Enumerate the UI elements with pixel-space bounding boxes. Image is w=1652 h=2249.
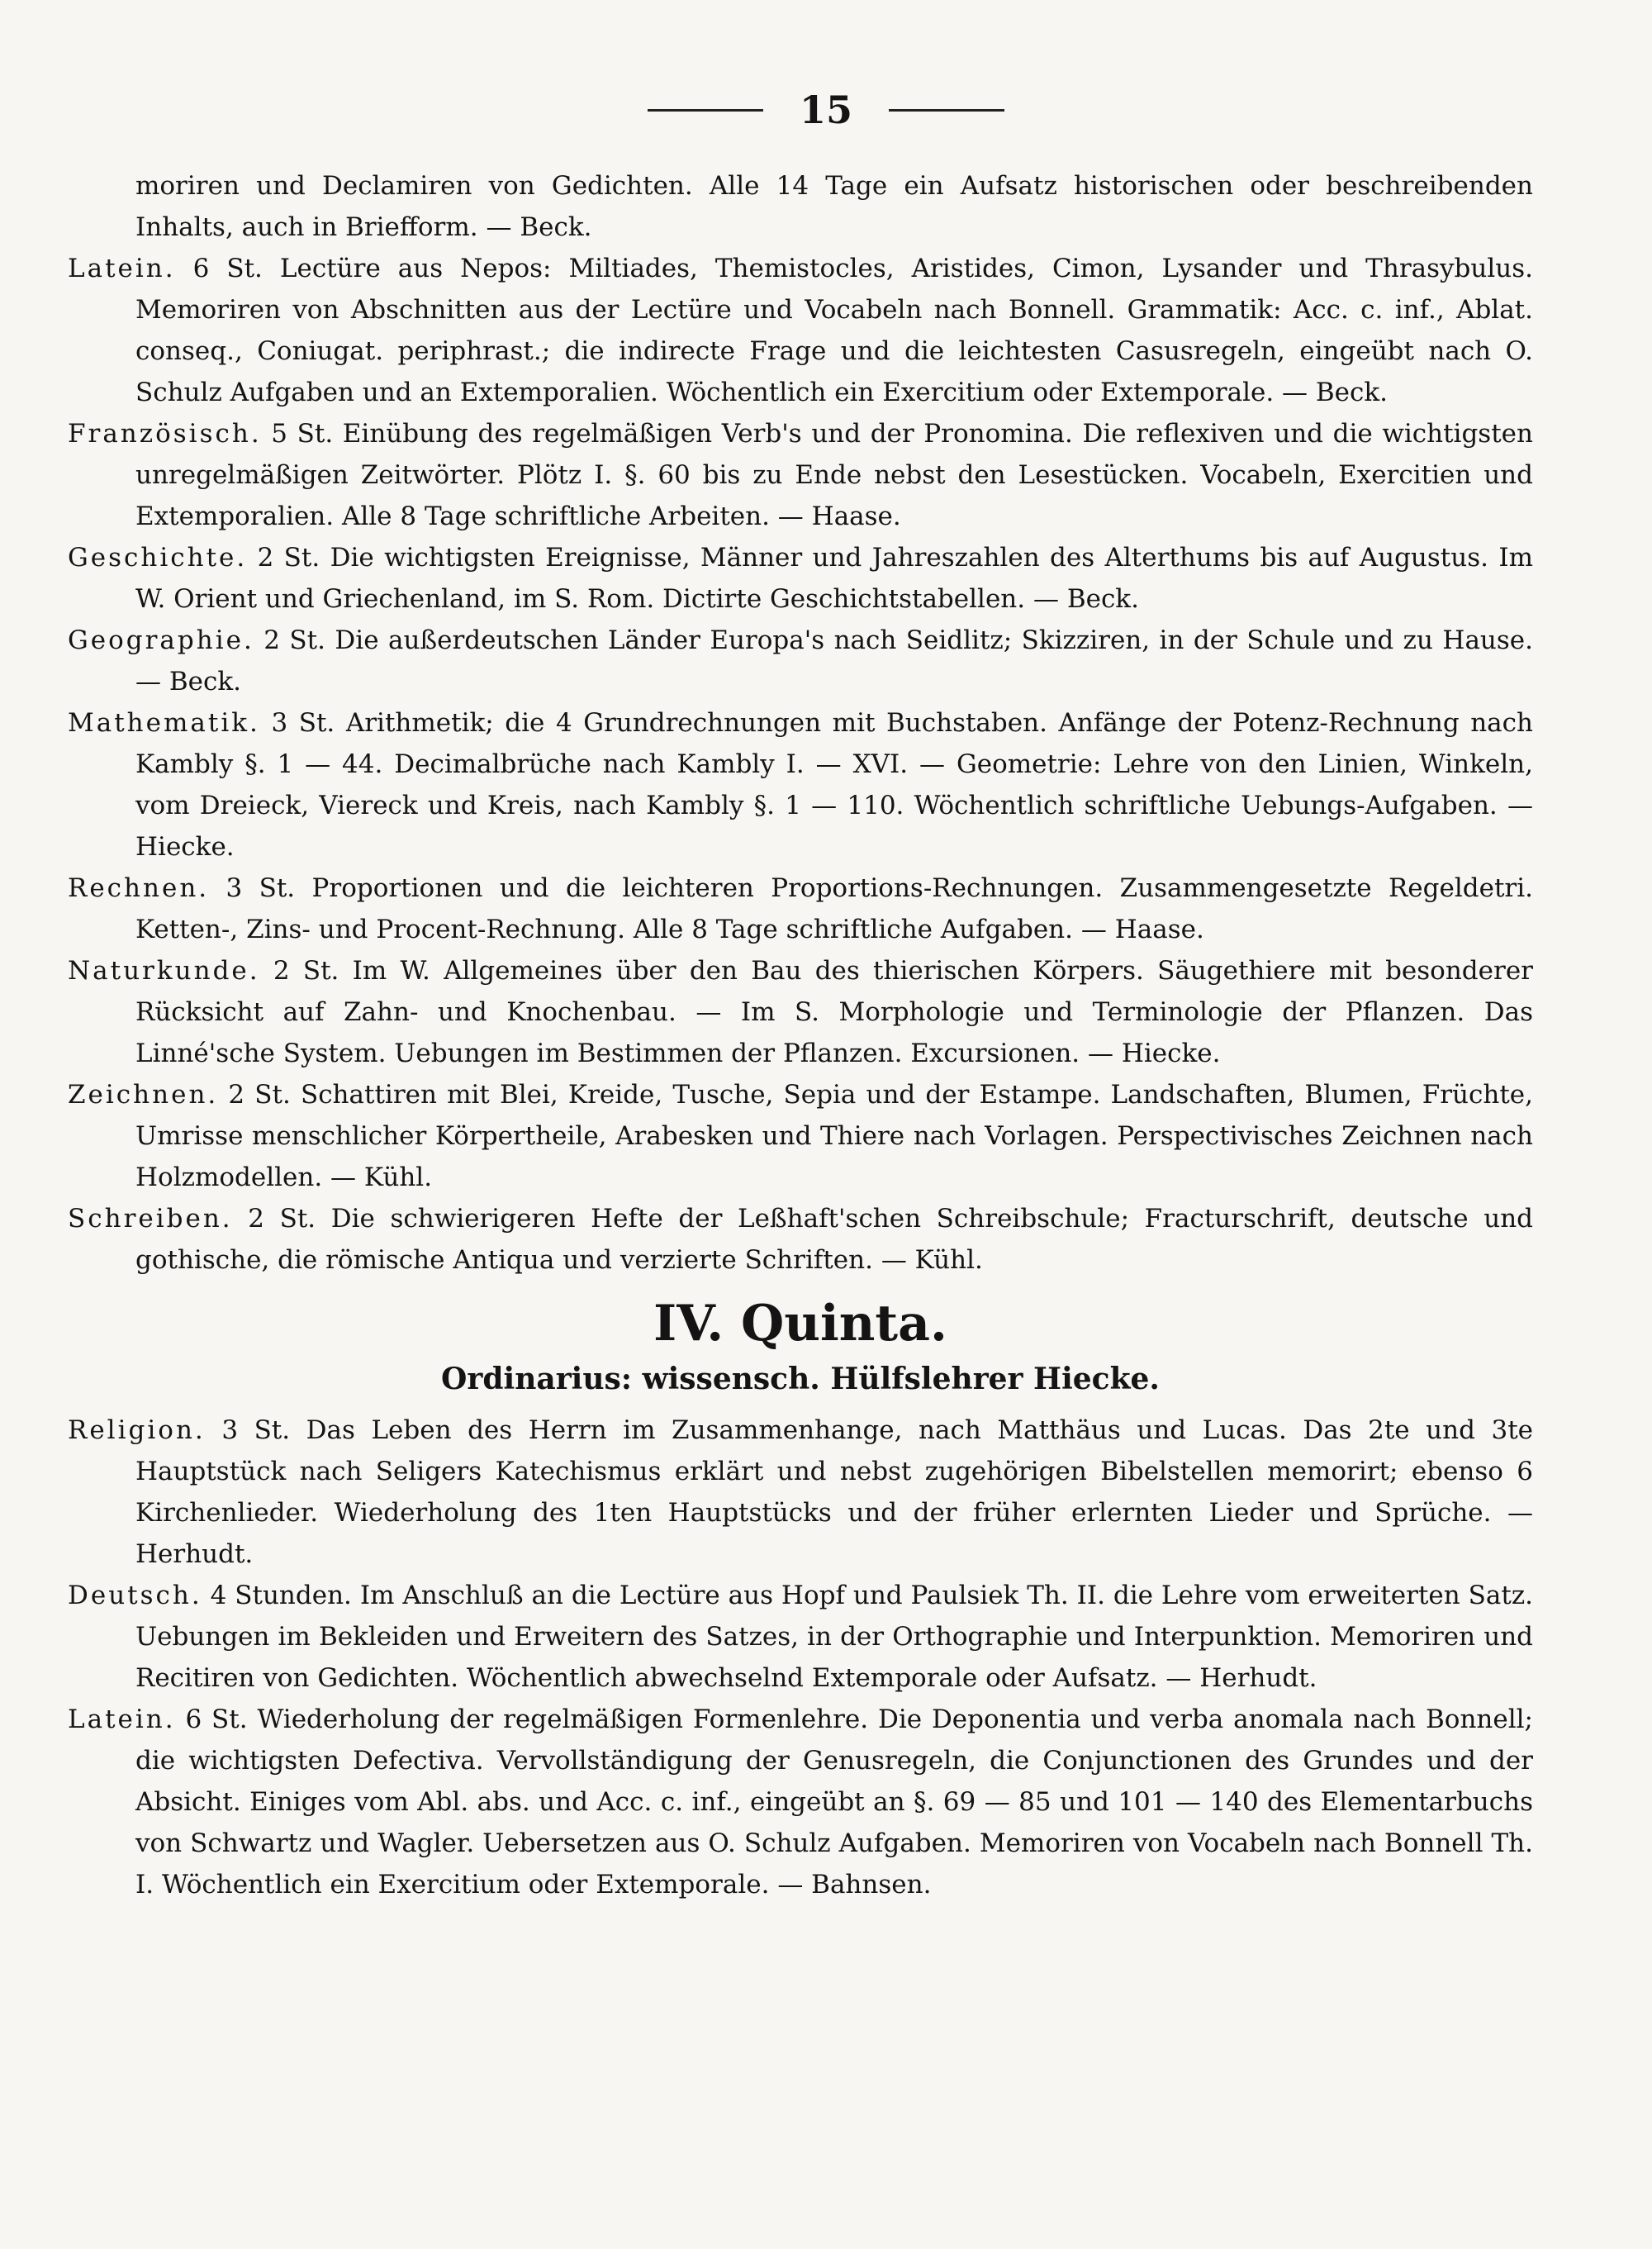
- subject-text: Schattiren mit Blei, Kreide, Tusche, Sepia und der Estampe. Landschaften, Blumen, Früchte, Umrisse menschlicher Körpertheile, Arabesken und Thiere nach Vorlagen. Perspectivisches Zeichnen nach Holzmodellen. — Kühl.: [135, 1080, 1533, 1192]
- section-iii-entries: [68, 248, 1533, 1281]
- subject-entry-deutsch: [68, 1575, 1533, 1699]
- subject-text: Im Anschluß an die Lectüre aus Hopf und Paulsiek Th. II. die Lehre vom erweiterten Satz. Uebungen im Bekleiden und Erweitern des Satzes, in der Orthographie und Interpunktion. Memoriren und Recitiren von Gedichten. Wöchentlich abwechselnd Extemporale oder Aufsatz. — Herhudt.: [135, 1581, 1534, 1693]
- subject-entry-rechnen: [68, 868, 1533, 950]
- subject-hours: 6 St.: [185, 1705, 248, 1734]
- subject-text: Lectüre aus Nepos: Miltiades, Themistocles, Aristides, Cimon, Lysander und Thrasybulus. Memoriren von Abschnitten aus der Lectüre und Vocabeln nach Bonnell. Grammatik: Acc. c. inf., Ablat. conseq., Coniugat. periphrast.; die indirecte Frage und die leichtesten Casusregeln, eingeübt nach O. Schulz Aufgaben und an Extemporalien. Wöchentlich ein Exercitium oder Extemporale. — Beck.: [135, 254, 1533, 407]
- subject-entry-schreiben: [68, 1198, 1533, 1281]
- subject-name: Mathematik.: [68, 708, 260, 738]
- subject-hours: 2 St.: [257, 543, 320, 573]
- subject-text: Das Leben des Herrn im Zusammenhange, nach Matthäus und Lucas. Das 2te und 3te Hauptstück nach Seligers Katechismus erklärt und nebst zugehörigen Bibelstellen memorirt; ebenso 6 Kirchenlieder. Wiederholung des 1ten Hauptstücks und der früher erlernten Lieder und Sprüche. — Herhudt.: [135, 1415, 1534, 1569]
- subject-text: Arithmetik; die 4 Grundrechnungen mit Buchstaben. Anfänge der Potenz-Rechnung nach Kambly §. 1 — 44. Decimalbrüche nach Kambly I. — XVI. — Geometrie: Lehre von den Linien, Winkeln, vom Dreieck, Viereck und Kreis, nach Kambly §. 1 — 110. Wöchentlich schriftliche Uebungs-Aufgaben. — Hiecke.: [135, 708, 1533, 862]
- subject-text: Die wichtigsten Ereignisse, Männer und Jahreszahlen des Alterthums bis auf Augustus. Im W. Orient und Griechenland, im S. Rom. Dictirte Geschichtstabellen. — Beck.: [135, 543, 1533, 614]
- page-number: 15: [799, 88, 852, 132]
- subject-name: Geographie.: [68, 625, 254, 655]
- page-header: [0, 88, 1652, 132]
- section-ordinarius: Ordinarius: wissensch. Hülfslehrer Hiecke.: [441, 1362, 1160, 1396]
- subject-name: Latein.: [68, 1705, 176, 1734]
- subject-hours: 2 St.: [263, 625, 325, 655]
- subject-name: Naturkunde.: [68, 956, 260, 986]
- subject-name: Deutsch.: [68, 1581, 202, 1610]
- subject-hours: 5 St.: [271, 419, 334, 449]
- subject-text: Proportionen und die leichteren Proportions-Rechnungen. Zusammengesetzte Regeldetri. Ketten-, Zins- und Procent-Rechnung. Alle 8 Tage schriftliche Aufgaben. — Haase.: [135, 873, 1533, 944]
- subject-entry-mathematik: [68, 702, 1533, 868]
- page-content: [68, 165, 1533, 1905]
- subject-name: Französisch.: [68, 419, 262, 449]
- subject-text: Im W. Allgemeines über den Bau des thierischen Körpers. Säugethiere mit besonderer Rücksicht auf Zahn- und Knochenbau. — Im S. Morphologie und Terminologie der Pflanzen. Das Linné'sche System. Uebungen im Bestimmen der Pflanzen. Excursionen. — Hiecke.: [135, 956, 1533, 1068]
- subject-name: Latein.: [68, 254, 176, 283]
- header-rule-left: [648, 109, 763, 112]
- subject-text: Die schwierigeren Hefte der Leßhaft'schen Schreibschule; Fracturschrift, deutsche und gothische, die römische Antiqua und verzierte Schriften. — Kühl.: [135, 1204, 1534, 1275]
- subject-entry-latein-quinta: [68, 1699, 1533, 1905]
- subject-hours: 2 St.: [228, 1080, 291, 1110]
- subject-name: Schreiben.: [68, 1204, 233, 1234]
- section-iv-entries: [68, 1410, 1533, 1905]
- subject-hours: 3 St.: [221, 1415, 291, 1445]
- subject-entry-latein: [68, 248, 1533, 413]
- header-rule-right: [889, 109, 1004, 112]
- subject-entry-naturkunde: [68, 950, 1533, 1074]
- subject-name: Geschichte.: [68, 543, 248, 573]
- subject-hours: 2 St.: [273, 956, 339, 986]
- subject-hours: 4 Stunden.: [210, 1581, 352, 1610]
- subject-entry-geographie: [68, 620, 1533, 702]
- subject-name: Religion.: [68, 1415, 206, 1445]
- subject-entry-franzoesisch: [68, 413, 1533, 537]
- subject-name: Zeichnen.: [68, 1080, 219, 1110]
- continuation-text: moriren und Declamiren von Gedichten. Alle 14 Tage ein Aufsatz historischen oder beschreibenden Inhalts, auch in Briefform. — Beck.: [135, 171, 1533, 242]
- subject-entry-zeichnen: [68, 1074, 1533, 1198]
- subject-text: Wiederholung der regelmäßigen Formenlehre. Die Deponentia und verba anomala nach Bonnell; die wichtigsten Defectiva. Vervollständigung der Genusregeln, die Conjunctionen des Grundes und der Absicht. Einiges vom Abl. abs. und Acc. c. inf., eingeübt an §. 69 — 85 und 101 — 140 des Elementarbuchs von Schwartz und Wagler. Uebersetzen aus O. Schulz Aufgaben. Memoriren von Vocabeln nach Bonnell Th. I. Wöchentlich ein Exercitium oder Extemporale. — Bahnsen.: [135, 1705, 1533, 1900]
- subject-text: Die außerdeutschen Länder Europa's nach Seidlitz; Skizziren, in der Schule und zu Hause. — Beck.: [135, 625, 1533, 697]
- section-title: IV. Quinta.: [653, 1295, 947, 1353]
- subject-hours: 3 St.: [225, 873, 296, 903]
- subject-name: Rechnen.: [68, 873, 210, 903]
- subject-text: Einübung des regelmäßigen Verb's und der Pronomina. Die reflexiven und die wichtigsten unregelmäßigen Zeitwörter. Plötz I. §. 60 bis zu Ende nebst den Lesestücken. Vocabeln, Exercitien und Extemporalien. Alle 8 Tage schriftliche Arbeiten. — Haase.: [135, 419, 1533, 531]
- subject-hours: 2 St.: [248, 1204, 316, 1234]
- subject-hours: 6 St.: [192, 254, 263, 283]
- subject-hours: 3 St.: [271, 708, 335, 738]
- subject-entry-religion: [68, 1410, 1533, 1575]
- subject-entry-geschichte: [68, 537, 1533, 620]
